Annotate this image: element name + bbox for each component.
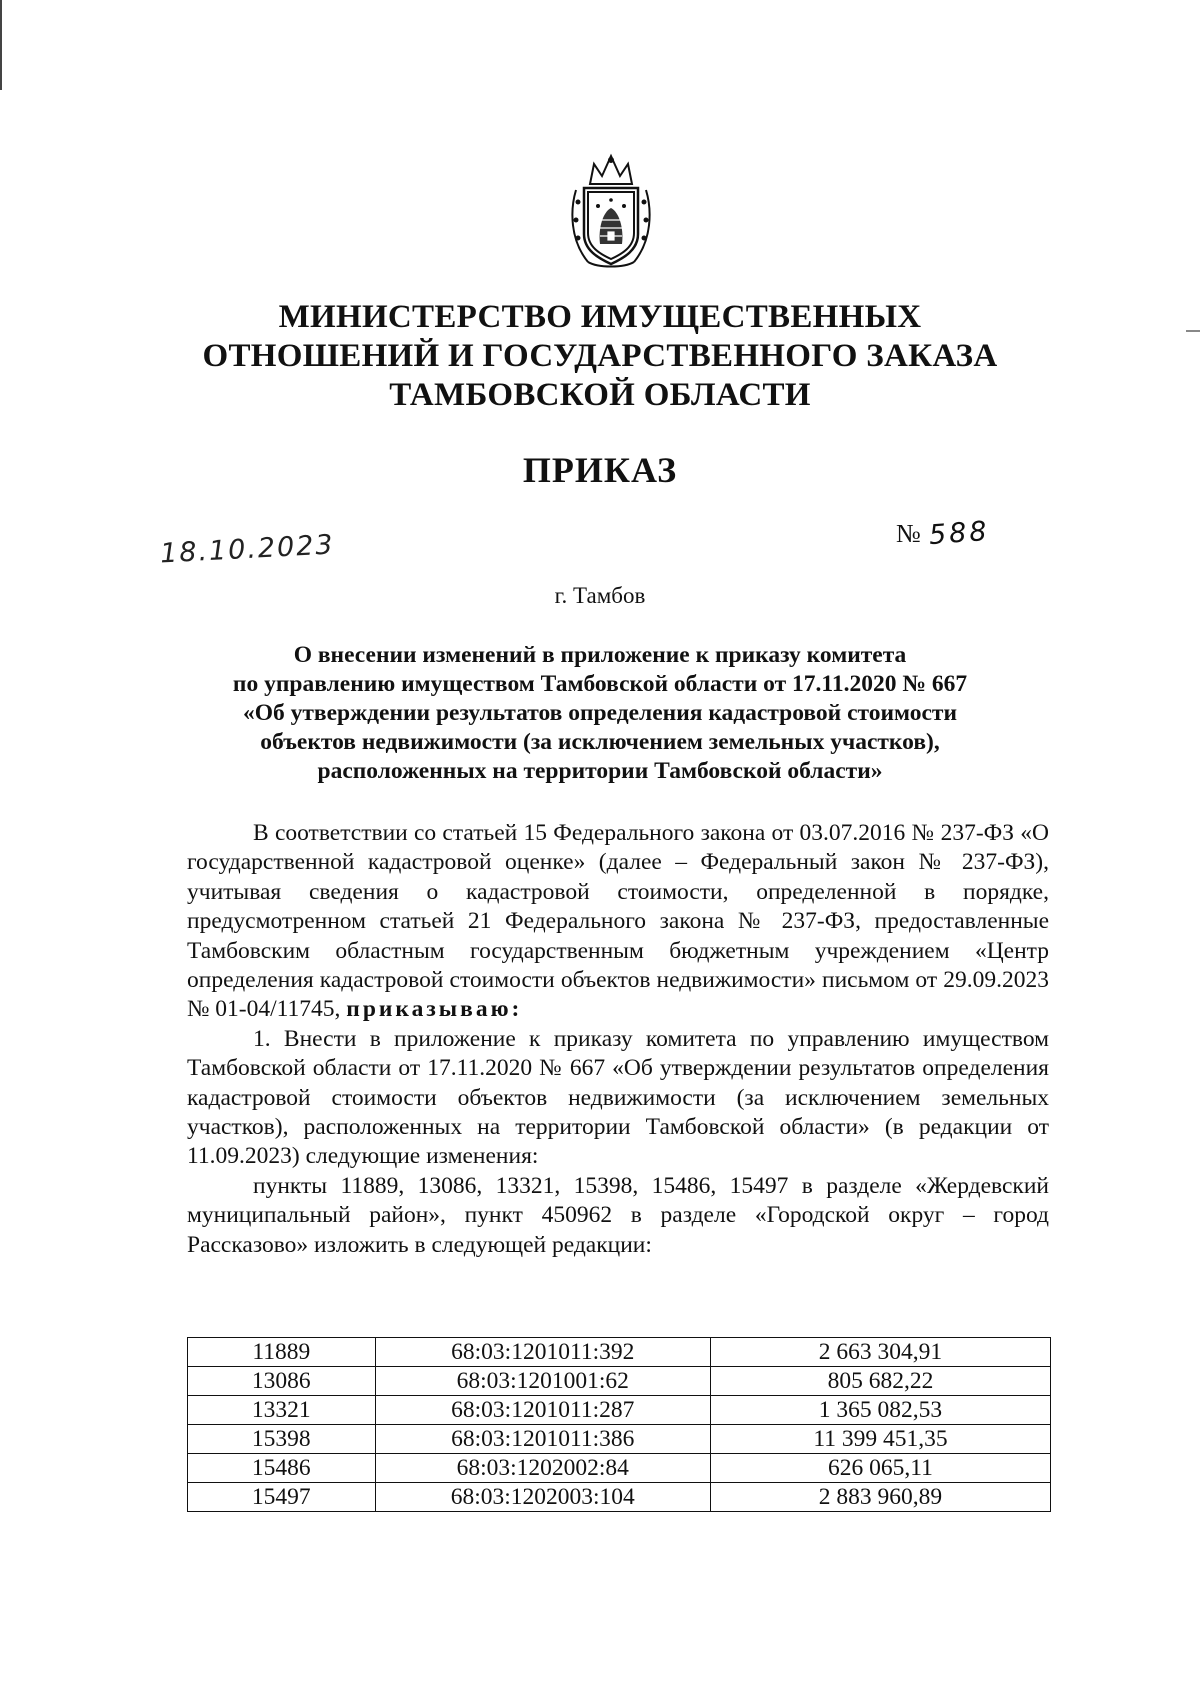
cadastral-number-cell: 68:03:1201011:287 — [375, 1396, 710, 1425]
ministry-line: ОТНОШЕНИЙ И ГОСУДАРСТВЕННОГО ЗАКАЗА — [202, 338, 998, 374]
item-number-cell: 11889 — [188, 1338, 376, 1367]
order-number — [896, 515, 991, 552]
cadastral-value-cell: 805 682,22 — [710, 1367, 1050, 1396]
ministry-line: ТАМБОВСКОЙ ОБЛАСТИ — [389, 377, 811, 413]
ministry-name — [150, 298, 1050, 415]
title-line: «Об утверждении результатов определения кадастровой стоимости — [242, 700, 958, 726]
cadastral-value-cell: 2 663 304,91 — [710, 1338, 1050, 1367]
tambov-coat-of-arms-icon — [568, 150, 654, 274]
table-row — [188, 1425, 1051, 1454]
cadastral-number-cell: 68:03:1201011:392 — [375, 1338, 710, 1367]
cadastral-table — [187, 1337, 1051, 1512]
table-row — [188, 1483, 1051, 1512]
preamble-paragraph — [187, 819, 1049, 1025]
cadastral-value-cell: 11 399 451,35 — [710, 1425, 1050, 1454]
city-line: г. Тамбов — [554, 583, 646, 608]
ministry-line: МИНИСТЕРСТВО ИМУЩЕСТВЕННЫХ — [278, 299, 922, 335]
scan-edge-mark — [1186, 330, 1200, 332]
document-type: ПРИКАЗ — [522, 450, 678, 490]
order-body — [187, 819, 1049, 1260]
cadastral-value-cell: 1 365 082,53 — [710, 1396, 1050, 1425]
table-row — [188, 1367, 1051, 1396]
handwritten-number: 588 — [927, 515, 991, 552]
order-verb: приказываю: — [346, 996, 523, 1023]
cadastral-number-cell: 68:03:1201001:62 — [375, 1367, 710, 1396]
table-row — [188, 1338, 1051, 1367]
changes-paragraph: пункты 11889, 13086, 13321, 15398, 15486, 15497 в разделе «Жердевский муниципальный район», пункт 450962 в разделе «Городской округ – город Рассказово» изложить в следующей редакции: — [187, 1172, 1049, 1258]
item-number-cell: 15398 — [188, 1425, 376, 1454]
title-line: по управлению имуществом Тамбовской области от 17.11.2020 № 667 — [232, 671, 968, 697]
scan-margin-mark — [0, 0, 2, 90]
item-1-paragraph: 1. Внести в приложение к приказу комитета по управлению имуществом Тамбовской области от 17.11.2020 № 667 «Об утверждении результатов определения кадастровой стоимости объектов недвижимости (за исключением земельных участков), расположенных на территории Тамбовской области» (в редакции от 11.09.2023) следующие изменения: — [187, 1025, 1049, 1170]
cadastral-number-cell: 68:03:1202002:84 — [375, 1454, 710, 1483]
handwritten-date: 18.10.2023 — [159, 529, 336, 570]
item-number-cell: 13321 — [188, 1396, 376, 1425]
item-number-cell: 15497 — [188, 1483, 376, 1512]
cadastral-value-cell: 626 065,11 — [710, 1454, 1050, 1483]
cadastral-value-cell: 2 883 960,89 — [710, 1483, 1050, 1512]
table-row — [188, 1396, 1051, 1425]
number-sign: № — [896, 519, 921, 548]
table-row — [188, 1454, 1051, 1483]
cadastral-number-cell: 68:03:1202003:104 — [375, 1483, 710, 1512]
title-line: расположенных на территории Тамбовской области» — [317, 758, 883, 784]
preamble-text: В соответствии со статьей 15 Федерального закона от 03.07.2016 № 237-ФЗ «О государственной кадастровой оценке» (далее – Федеральный закон № 237-ФЗ), учитывая сведения о кадастровой стоимости, определенной в порядке, предусмотренном статьей 21 Федерального закона № 237-ФЗ, предоставленные Тамбовским областным государственным бюджетным учреждением «Центр определения кадастровой стоимости объектов недвижимости» письмом от 29.09.2023 № 01-04/11745, — [187, 820, 1049, 1023]
item-number-cell: 15486 — [188, 1454, 376, 1483]
item-number-cell: 13086 — [188, 1367, 376, 1396]
cadastral-number-cell: 68:03:1201011:386 — [375, 1425, 710, 1454]
title-line: О внесении изменений в приложение к приказу комитета — [293, 642, 907, 668]
order-title — [150, 641, 1050, 786]
title-line: объектов недвижимости (за исключением земельных участков), — [260, 729, 940, 755]
